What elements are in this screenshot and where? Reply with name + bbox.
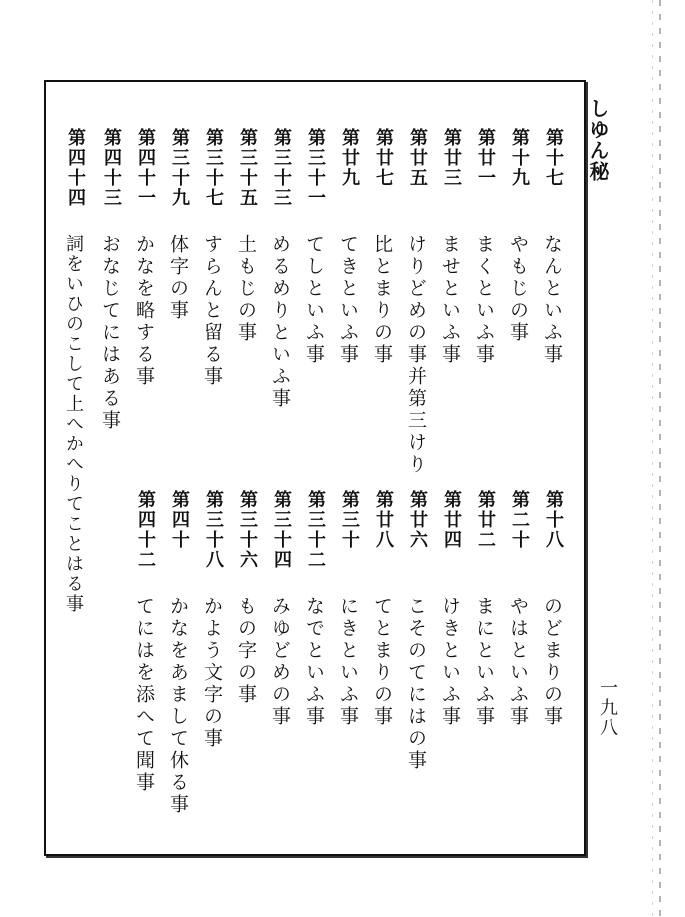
- entry-number: 第三十九: [169, 128, 190, 208]
- entry-number: 第十七: [543, 128, 564, 188]
- entry-title: てにはを添へて聞事: [133, 596, 155, 794]
- entry-title: ませといふ事: [439, 234, 461, 366]
- entry-title: すらんと留る事: [201, 234, 223, 388]
- entry-title: 詞をいひのこして上へかへりてことはる事: [63, 234, 84, 614]
- entry-title: てしといふ事: [303, 234, 325, 366]
- entry-title: かなをあまして休る事: [167, 596, 189, 816]
- entry-number: 第三十一: [305, 128, 326, 208]
- scan-edge-mark: [659, 0, 661, 917]
- entry-title: にきといふ事: [337, 596, 359, 728]
- entry-number: 第三十四: [271, 490, 292, 570]
- entry-number: 第四十三: [101, 128, 122, 208]
- entry-title: けきといふ事: [439, 596, 461, 728]
- entry-number: 第四十: [169, 490, 190, 550]
- entry-number: 第廿二: [475, 490, 496, 550]
- entry-title: なでといふ事: [303, 596, 325, 728]
- entry-number: 第四十四: [65, 128, 86, 208]
- running-title: しゆん秘: [586, 98, 610, 182]
- entry-title: やもじの事: [507, 234, 529, 344]
- entry-number: 第廿八: [373, 490, 394, 550]
- entry-title: てきといふ事: [337, 234, 359, 366]
- entry-title: 比とまりの事: [371, 234, 393, 366]
- entry-number: 第三十八: [203, 490, 224, 570]
- entry-number: 第廿七: [373, 128, 394, 188]
- entry-number: 第三十二: [305, 490, 326, 570]
- entry-title: なんといふ事: [541, 234, 563, 366]
- entry-title: みゆどめの事: [269, 596, 291, 728]
- entry-number: 第三十: [339, 490, 360, 550]
- entry-title: のどまりの事: [541, 596, 563, 728]
- entry-title: 体字の事: [167, 234, 189, 322]
- entry-number: 第廿五: [407, 128, 428, 188]
- entry-number: 第二十: [509, 490, 530, 550]
- entry-number: 第三十七: [203, 128, 224, 208]
- entry-title: もの字の事: [235, 596, 257, 706]
- entry-number: 第十九: [509, 128, 530, 188]
- entry-number: 第四十一: [135, 128, 156, 208]
- page-number: 一九八: [597, 678, 618, 738]
- entry-title: 土もじの事: [235, 234, 257, 344]
- entry-title: かなを略する事: [133, 234, 155, 388]
- entry-title: やはといふ事: [507, 596, 529, 728]
- scan-edge-mark: [652, 0, 653, 917]
- entry-title: てとまりの事: [371, 596, 393, 728]
- entry-number: 第廿九: [339, 128, 360, 188]
- entry-number: 第三十五: [237, 128, 258, 208]
- entry-title: まくといふ事: [473, 234, 495, 366]
- entry-number: 第廿三: [441, 128, 462, 188]
- entry-number: 第廿一: [475, 128, 496, 188]
- entry-number: 第四十二: [135, 490, 156, 570]
- entry-number: 第三十六: [237, 490, 258, 570]
- entry-title: おなじてにはある事: [99, 234, 121, 432]
- entry-title: まにといふ事: [473, 596, 495, 728]
- entry-number: 第廿四: [441, 490, 462, 550]
- entry-title: こそのてにはの事: [405, 596, 427, 772]
- entry-title: めるめりといふ事: [269, 234, 291, 410]
- entry-title: かよう文字の事: [201, 596, 223, 750]
- entry-title: けりどめの事并第三けり: [405, 234, 427, 476]
- entry-number: 第十八: [543, 490, 564, 550]
- entry-number: 第三十三: [271, 128, 292, 208]
- entry-number: 第廿六: [407, 490, 428, 550]
